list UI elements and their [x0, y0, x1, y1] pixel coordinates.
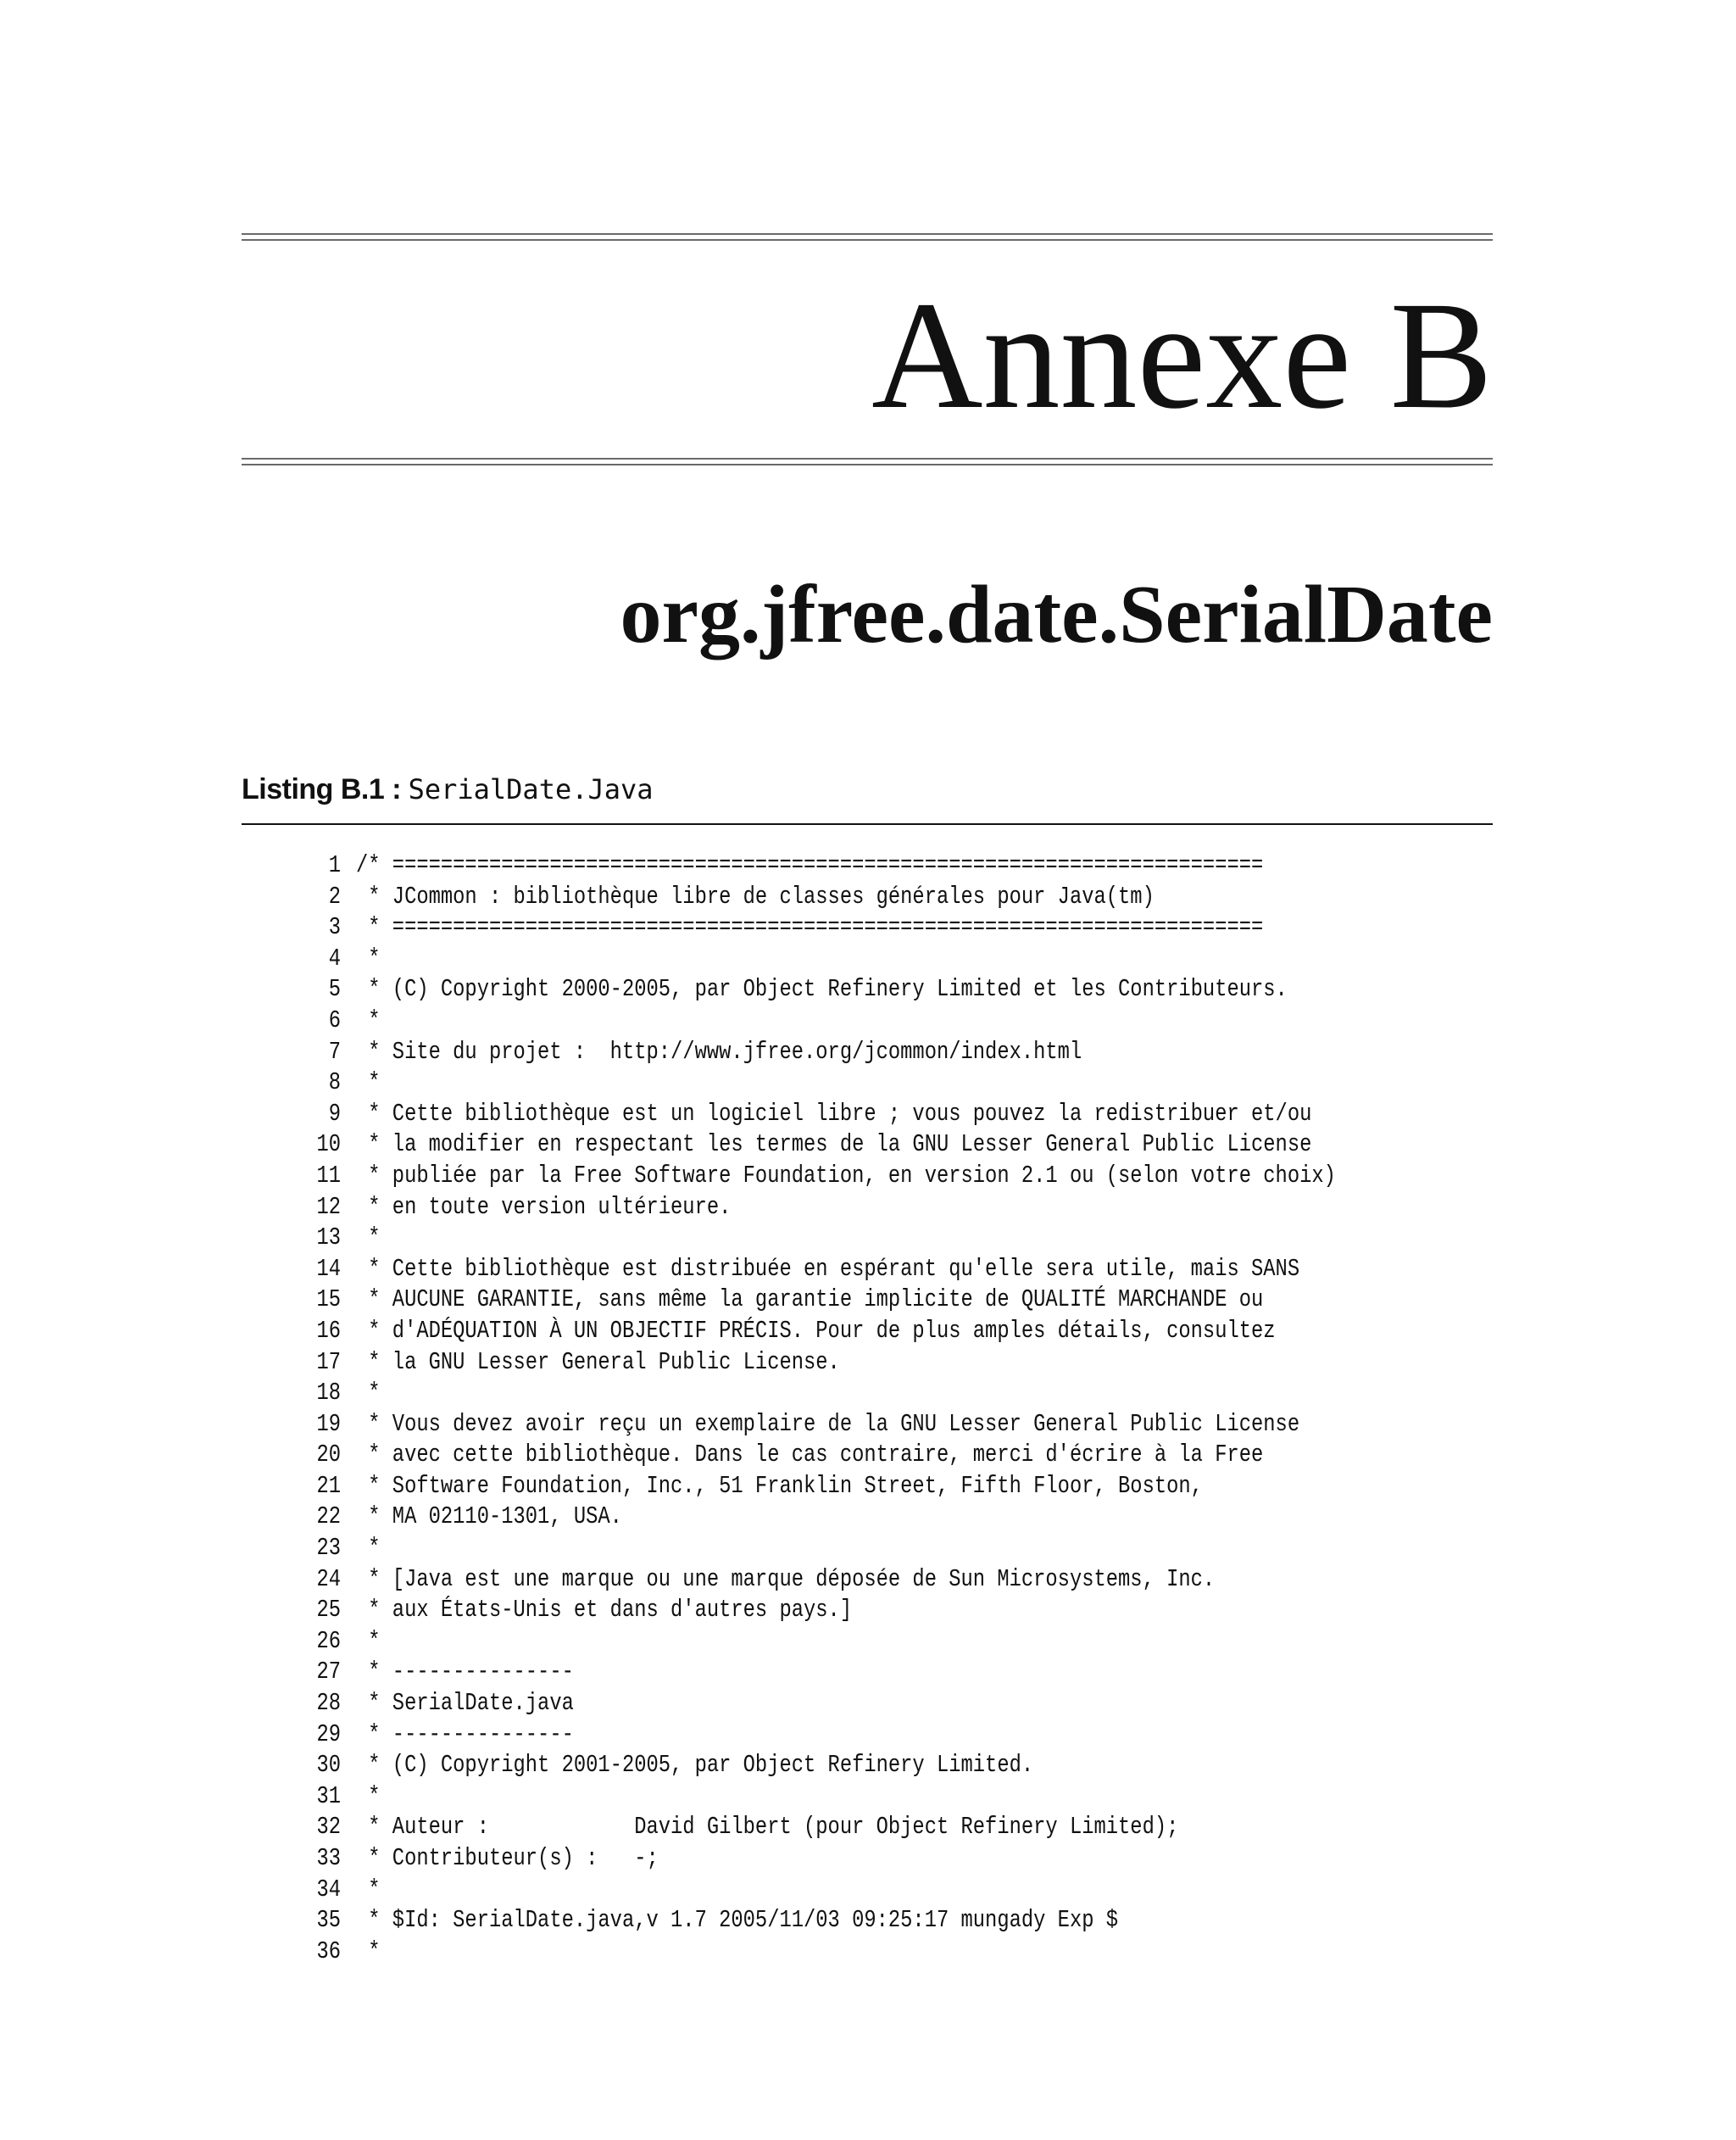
code-line: [297, 1688, 1551, 1719]
line-number: 16: [316, 1316, 341, 1345]
line-number: 18: [316, 1379, 341, 1407]
chapter-title: Annexe B: [871, 270, 1493, 441]
line-text: *: [356, 1626, 381, 1655]
line-text: * Vous devez avoir reçu un exemplaire de la GNU Lesser General Public License: [356, 1409, 1300, 1438]
line-text: * ---------------: [356, 1658, 574, 1686]
line-number: 33: [316, 1844, 341, 1872]
code-line: [297, 944, 1551, 975]
line-number: 23: [316, 1534, 341, 1563]
listing-rule: [242, 823, 1493, 825]
line-text: * Cette bibliothèque est un logiciel libre ; vous pouvez la redistribuer et/ou: [356, 1099, 1312, 1128]
line-number: 8: [328, 1068, 341, 1097]
line-number: 19: [316, 1409, 341, 1438]
code-line: [297, 1006, 1551, 1037]
code-line: [297, 1626, 1551, 1658]
listing-label: Listing B.1 :: [242, 773, 402, 805]
line-number: 20: [316, 1441, 341, 1469]
code-line: [297, 1129, 1551, 1161]
code-line: [297, 1502, 1551, 1533]
code-line: [297, 1099, 1551, 1130]
line-text: *: [356, 1006, 381, 1034]
line-text: * Software Foundation, Inc., 51 Franklin Street, Fifth Floor, Boston,: [356, 1471, 1203, 1500]
line-text: *: [356, 1379, 381, 1407]
code-line: [297, 1937, 1551, 1968]
line-text: * $Id: SerialDate.java,v 1.7 2005/11/03 09:25:17 mungady Exp $: [356, 1906, 1119, 1935]
code-line: [297, 1781, 1551, 1813]
line-text: * Cette bibliothèque est distribuée en espérant qu'elle sera utile, mais SANS: [356, 1254, 1300, 1283]
line-number: 14: [316, 1254, 341, 1283]
line-text: * publiée par la Free Software Foundation, en version 2.1 ou (selon votre choix): [356, 1161, 1336, 1190]
code-line: [297, 1533, 1551, 1564]
code-line: [297, 1657, 1551, 1688]
line-number: 32: [316, 1813, 341, 1842]
line-number: 17: [316, 1347, 341, 1376]
code-line: [297, 1843, 1551, 1875]
line-number: 26: [316, 1626, 341, 1655]
line-number: 28: [316, 1689, 341, 1718]
chapter-subtitle: org.jfree.date.SerialDate: [620, 569, 1493, 660]
line-number: 2: [328, 882, 341, 911]
code-line: [297, 1161, 1551, 1192]
listing-filename: SerialDate.Java: [408, 773, 654, 805]
code-line: [297, 974, 1551, 1006]
code-line: [297, 1378, 1551, 1409]
line-number: 27: [316, 1658, 341, 1686]
code-line: [297, 1037, 1551, 1068]
code-line: [297, 1440, 1551, 1471]
code-line: [297, 1254, 1551, 1285]
code-line: [297, 850, 1551, 882]
line-number: 10: [316, 1130, 341, 1159]
line-number: 15: [316, 1285, 341, 1314]
line-number: 35: [316, 1906, 341, 1935]
line-text: *: [356, 1781, 381, 1810]
code-listing: [297, 850, 1551, 1967]
code-line: [297, 1812, 1551, 1843]
line-number: 13: [316, 1223, 341, 1252]
line-text: * (C) Copyright 2001-2005, par Object Refinery Limited.: [356, 1751, 1034, 1780]
line-number: 12: [316, 1192, 341, 1221]
line-text: * MA 02110-1301, USA.: [356, 1502, 622, 1531]
line-number: 34: [316, 1875, 341, 1903]
line-number: 30: [316, 1751, 341, 1780]
line-text: *: [356, 944, 381, 972]
code-line: [297, 1719, 1551, 1751]
code-line: [297, 1347, 1551, 1379]
line-text: * [Java est une marque ou une marque déposée de Sun Microsystems, Inc.: [356, 1564, 1216, 1593]
line-text: * la GNU Lesser General Public License.: [356, 1347, 840, 1376]
line-text: * Contributeur(s) : -;: [356, 1844, 659, 1872]
code-line: [297, 1067, 1551, 1099]
line-number: 3: [328, 913, 341, 942]
line-text: * ---------------: [356, 1719, 574, 1748]
code-line: [297, 1595, 1551, 1626]
code-line: [297, 1192, 1551, 1223]
line-text: * (C) Copyright 2000-2005, par Object Refinery Limited et les Contributeurs.: [356, 975, 1288, 1004]
listing-caption: [242, 770, 654, 810]
line-text: * JCommon : bibliothèque libre de classes générales pour Java(tm): [356, 882, 1155, 911]
line-text: /* ========================================================================: [356, 851, 1264, 879]
line-text: * Auteur : David Gilbert (pour Object Refinery Limited);: [356, 1813, 1179, 1842]
code-line: [297, 1905, 1551, 1937]
line-number: 7: [328, 1037, 341, 1066]
line-text: *: [356, 1875, 381, 1903]
line-number: 22: [316, 1502, 341, 1531]
code-line: [297, 1285, 1551, 1316]
line-number: 4: [328, 944, 341, 972]
line-text: * avec cette bibliothèque. Dans le cas contraire, merci d'écrire à la Free: [356, 1441, 1264, 1469]
line-number: 5: [328, 975, 341, 1004]
line-number: 24: [316, 1564, 341, 1593]
code-line: [297, 882, 1551, 913]
code-line: [297, 1564, 1551, 1596]
line-text: *: [356, 1223, 381, 1252]
line-number: 21: [316, 1471, 341, 1500]
line-number: 31: [316, 1781, 341, 1810]
code-line: [297, 1316, 1551, 1347]
line-number: 9: [328, 1099, 341, 1128]
line-text: * la modifier en respectant les termes de la GNU Lesser General Public License: [356, 1130, 1312, 1159]
line-text: *: [356, 1068, 381, 1097]
line-text: *: [356, 1534, 381, 1563]
chapter-top-rule: [242, 233, 1493, 241]
chapter-bottom-rule: [242, 458, 1493, 465]
line-text: * d'ADÉQUATION À UN OBJECTIF PRÉCIS. Pour de plus amples détails, consultez: [356, 1316, 1276, 1345]
line-text: * en toute version ultérieure.: [356, 1192, 732, 1221]
code-line: [297, 1471, 1551, 1502]
line-text: * aux États-Unis et dans d'autres pays.]: [356, 1596, 853, 1625]
code-line: [297, 1875, 1551, 1906]
code-line: [297, 1223, 1551, 1254]
line-text: * Site du projet : http://www.jfree.org/jcommon/index.html: [356, 1037, 1082, 1066]
line-number: 6: [328, 1006, 341, 1034]
line-number: 11: [316, 1161, 341, 1190]
line-number: 36: [316, 1937, 341, 1965]
line-text: * AUCUNE GARANTIE, sans même la garantie implicite de QUALITÉ MARCHANDE ou: [356, 1285, 1264, 1314]
line-number: 1: [328, 851, 341, 879]
line-number: 25: [316, 1596, 341, 1625]
line-number: 29: [316, 1719, 341, 1748]
code-line: [297, 1750, 1551, 1781]
code-line: [297, 1409, 1551, 1441]
code-line: [297, 912, 1551, 944]
line-text: * ========================================================================: [356, 913, 1264, 942]
line-text: *: [356, 1937, 381, 1965]
line-text: * SerialDate.java: [356, 1689, 574, 1718]
